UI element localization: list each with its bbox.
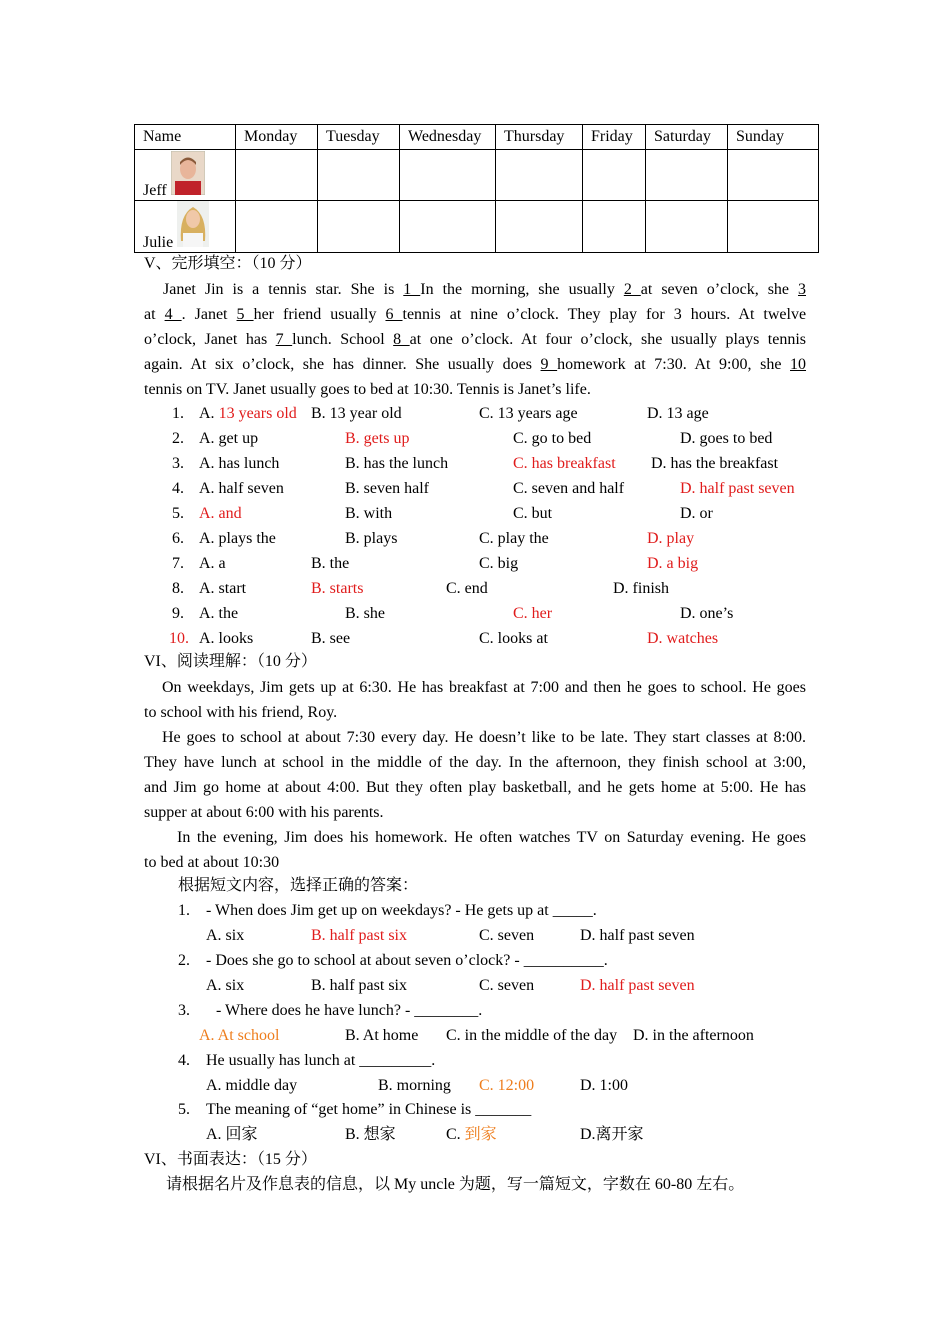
option-c-answer: 到家 [464,1126,497,1143]
cell [400,150,496,201]
blank-5: 5 [236,306,254,323]
passage-line: In the evening, Jim does his homework. He often watches TV on Saturday evening. He goes [177,829,806,846]
cell [646,150,728,201]
passage-line: and Jim go home at about 4:00. But they often play basketball, and he gets home at 5:00. He has [144,779,806,796]
table-row [135,150,819,201]
name-cell [135,150,236,201]
question-text: - Where does he have lunch? - ________. [216,1002,483,1019]
question-number: 3. [178,1002,190,1019]
option: D. one’s [680,605,734,622]
blank-9: 9 [540,356,558,373]
cell [236,150,318,201]
table-header-row [135,125,819,150]
option: C. go to bed [513,430,592,447]
cell [583,150,646,201]
header-sunday: Sunday [728,125,819,150]
option: C. seven and half [513,480,625,497]
question-text: The meaning of “get home” in Chinese is _______ [206,1101,532,1118]
option-answer: A. and [199,505,242,522]
option: B. 13 year old [311,405,402,422]
question-number: 5. [178,1101,190,1118]
passage-line: They have lunch at school in the middle of the day. In the afternoon, they finish school at 3:00, [144,754,806,771]
passage-line: On weekdays, Jim gets up at 6:30. He has breakfast at 7:00 and then he goes to school. He goes [162,679,806,696]
option: A. a [199,555,226,572]
passage-line: supper at about 6:00 with his parents. [144,804,384,821]
option-answer: B. starts [311,580,364,597]
option: B. seven half [345,480,429,497]
cell [496,150,583,201]
girl-portrait-icon [177,201,209,252]
option: A. six [206,927,245,944]
option: C. big [479,555,519,572]
question-text: - Does she go to school at about seven o’clock? - __________. [206,952,608,969]
option: A. six [206,977,245,994]
option: D. half past seven [580,927,695,944]
option: B. 想家 [345,1126,396,1143]
option-answer: D. watches [647,630,719,647]
option-answer: B. gets up [345,430,410,447]
question-text: - When does Jim get up on weekdays? - He gets up at _____. [206,902,597,919]
option-answer: D. half past seven [580,977,695,994]
option: B. with [345,505,393,522]
passage-line: at 4 . Janet 5 her friend usually 6 tennis at nine o’clock. They play for 3 hours. At twelve [144,306,807,323]
option-answer: D. play [647,530,695,547]
question-number: 10. [169,630,189,647]
question-number: 4. [178,1052,190,1069]
blank-3: 3 [798,281,807,298]
option: C. end [446,580,488,597]
section5-title: V、完形填空：（10 分） [144,255,312,272]
question-number: 6. [172,530,184,547]
option: D. goes to bed [680,430,773,447]
cell [318,201,400,253]
header-wednesday: Wednesday [400,125,496,150]
cell [400,201,496,253]
question-number: 9. [172,605,184,622]
blank-6: 6 [385,306,403,323]
option-answer: C. 12:00 [479,1077,535,1094]
question-number: 3. [172,455,184,472]
option: B. she [345,605,385,622]
option: A. get up [199,430,259,447]
option: D. 13 age [647,405,709,422]
option: D. 1:00 [580,1077,628,1094]
section7-title: VI、书面表达：（15 分） [144,1151,317,1168]
option: A. start [199,580,247,597]
option: A. looks [199,630,254,647]
option: A. half seven [199,480,284,497]
cell [728,150,819,201]
option: B. the [311,555,350,572]
option: D. finish [613,580,669,597]
option-answer: C. has breakfast [513,455,616,472]
cell [646,201,728,253]
question-number: 8. [172,580,184,597]
option: B. morning [378,1077,451,1094]
blank-7: 7 [275,331,293,348]
blank-10: 10 [790,356,807,373]
option: A. the [199,605,239,622]
option: C. seven [479,927,535,944]
option: B. plays [345,530,398,547]
table-row [135,201,819,253]
option: C. 13 years age [479,405,578,422]
question-number: 1. [178,902,190,919]
schedule-table [134,124,819,253]
section5-passage [144,277,806,402]
option: C. seven [479,977,535,994]
passage-line: o’clock, Janet has 7 lunch. School 8 at one o’clock. At four o’clock, she usually plays tennis [144,331,807,348]
question-number: 4. [172,480,184,497]
question-number: 7. [172,555,184,572]
option: D. has the breakfast [651,455,779,472]
option: C. in the middle of the day [446,1027,618,1044]
passage-line: He goes to school at about 7:30 every day. He doesn’t like to be late. They start classes at 8:00. [162,729,806,746]
header-monday: Monday [236,125,318,150]
option: D. in the afternoon [633,1027,754,1044]
section6-title: VI、阅读理解：（10 分） [144,653,317,670]
question-number: 5. [172,505,184,522]
option: C. play the [479,530,549,547]
writing-instruction: 请根据名片及作息表的信息，以 My uncle 为题，写一篇短文，字数在 60-80 左右。 [166,1176,745,1193]
option: D.离开家 [580,1126,644,1143]
blank-8: 8 [393,331,410,348]
option: B. At home [345,1027,419,1044]
name-julie: Julie [143,234,174,251]
reading-passage [144,675,806,875]
question-number: 1. [172,405,184,422]
name-jeff: Jeff [143,182,167,199]
name-cell [135,201,236,253]
question-number: 2. [172,430,184,447]
option: C. looks at [479,630,548,647]
header-saturday: Saturday [646,125,728,150]
blank-1: 1 [403,281,421,298]
option: D. or [680,505,713,522]
cell [236,201,318,253]
header-tuesday: Tuesday [318,125,400,150]
option: A. 回家 [206,1126,258,1143]
passage-line: again. At six o’clock, she has dinner. She usually does 9 homework at 7:30. At 9:00, she 10 [144,356,807,373]
passage-line: Janet Jin is a tennis star. She is 1 In the morning, she usually 2 at seven o’clock, she 3 [163,281,807,298]
option-c: C. 到家 [446,1126,497,1143]
option: B. see [311,630,351,647]
option-answer: D. half past seven [680,480,795,497]
option: A. has lunch [199,455,280,472]
cell [583,201,646,253]
option: A. middle day [206,1077,298,1094]
question-number: 2. [178,952,190,969]
option-answer: C. her [513,605,553,622]
blank-2: 2 [623,281,641,298]
option: B. half past six [311,977,407,994]
option-answer: D. a big [647,555,699,572]
blank-4: 4 [164,306,182,323]
boy-portrait-icon [171,151,205,200]
option-answer: B. half past six [311,927,407,944]
question-text: He usually has lunch at _________. [206,1052,436,1069]
header-name: Name [135,125,236,150]
option: A. plays the [199,530,276,547]
cell [496,201,583,253]
option: B. has the lunch [345,455,449,472]
passage-line: to bed at about 10:30 [144,854,280,871]
passage-line: tennis on TV. Janet usually goes to bed at 10:30. Tennis is Janet’s life. [144,381,591,398]
passage-line: to school with his friend, Roy. [144,704,338,721]
reading-instruction: 根据短文内容，选择正确的答案： [178,877,419,894]
option-answer: A. 13 years old [199,405,297,422]
header-friday: Friday [583,125,646,150]
option-answer: A. At school [199,1027,280,1044]
header-thursday: Thursday [496,125,583,150]
option: C. but [513,505,553,522]
cell [318,150,400,201]
cell [728,201,819,253]
